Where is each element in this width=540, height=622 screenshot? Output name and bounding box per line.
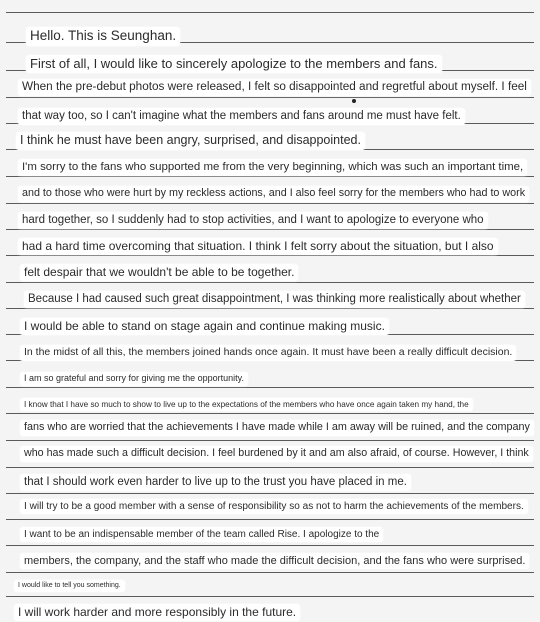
letter-line: that I should work even harder to live up to the trust you have placed in me. [20,474,411,491]
letter-line: Because I had caused such great disappointment, I was thinking more realistically about whether [24,291,525,308]
letter-line: I am so grateful and sorry for giving me the opportunity. [20,372,248,386]
ruled-line [6,519,534,520]
letter-line: I would like to tell you something. [14,580,125,592]
ruled-line [6,572,534,573]
letter-line: When the pre-debut photos were released, I felt so disappointed and regretful about myself. I feel [18,79,531,96]
letter-line: I think he must have been angry, surprised, and disappointed. [16,132,365,150]
letter-line: Hello. This is Seunghan. [26,27,180,46]
letter-line: and to those who were hurt by my reckless actions, and I also feel sorry for the members who had to work [18,186,529,202]
letter-line: hard together, so I suddenly had to stop activities, and I want to apologize to everyone who [18,212,488,229]
letter-line: I will work harder and more responsibly in the future. [14,604,300,621]
letter-line: felt despair that we wouldn't be able to be together. [20,264,298,281]
letter-line: had a hard time overcoming that situation. I think I felt sorry about the situation, but I also [18,238,498,255]
letter-line: I'm sorry to the fans who supported me from the very beginning, which was such an important time, [18,159,527,176]
ruled-line [6,596,534,597]
ruled-line [6,440,534,441]
ruled-line [6,229,534,230]
ruled-line [6,12,534,13]
letter-line: First of all, I would like to sincerely apologize to the members and fans. [26,55,442,73]
ruled-line [6,545,534,546]
ink-dot [352,99,356,103]
letter-line: I want to be an indispensable member of the team called Rise. I apologize to the [20,527,383,542]
ruled-line [6,493,534,494]
ruled-line [6,387,534,388]
ruled-line [6,467,534,468]
ruled-line [6,176,534,177]
ruled-line [6,203,534,204]
letter-line: I would be able to stand on stage again and continue making music. [20,318,389,335]
letter-line: who has made such a difficult decision. I feel burdened by it and am also afraid, of course. However, I think [20,446,533,462]
ruled-line [6,413,534,414]
letter-line: In the midst of all this, the members joined hands once again. It must have been a really difficult decision. [20,345,516,361]
letter-line: I will try to be a good member with a sense of responsibility so as not to harm the achievements of the members. [20,499,528,514]
ruled-line [6,255,534,256]
letter-line: members, the company, and the staff who made the difficult decision, and the fans who were surprised. [20,553,529,569]
letter-line: I know that I have so much to show to live up to the expectations of the members who have once again taken my hand, the [20,398,473,411]
letter-line: that way too, so I can't imagine what the members and fans around me must have felt. [18,108,465,125]
ruled-line [6,97,534,98]
ruled-line [6,308,534,309]
letter-line: fans who are worried that the achievements I have made while I am away will be ruined, and the company [20,420,534,436]
ruled-line [6,282,534,283]
